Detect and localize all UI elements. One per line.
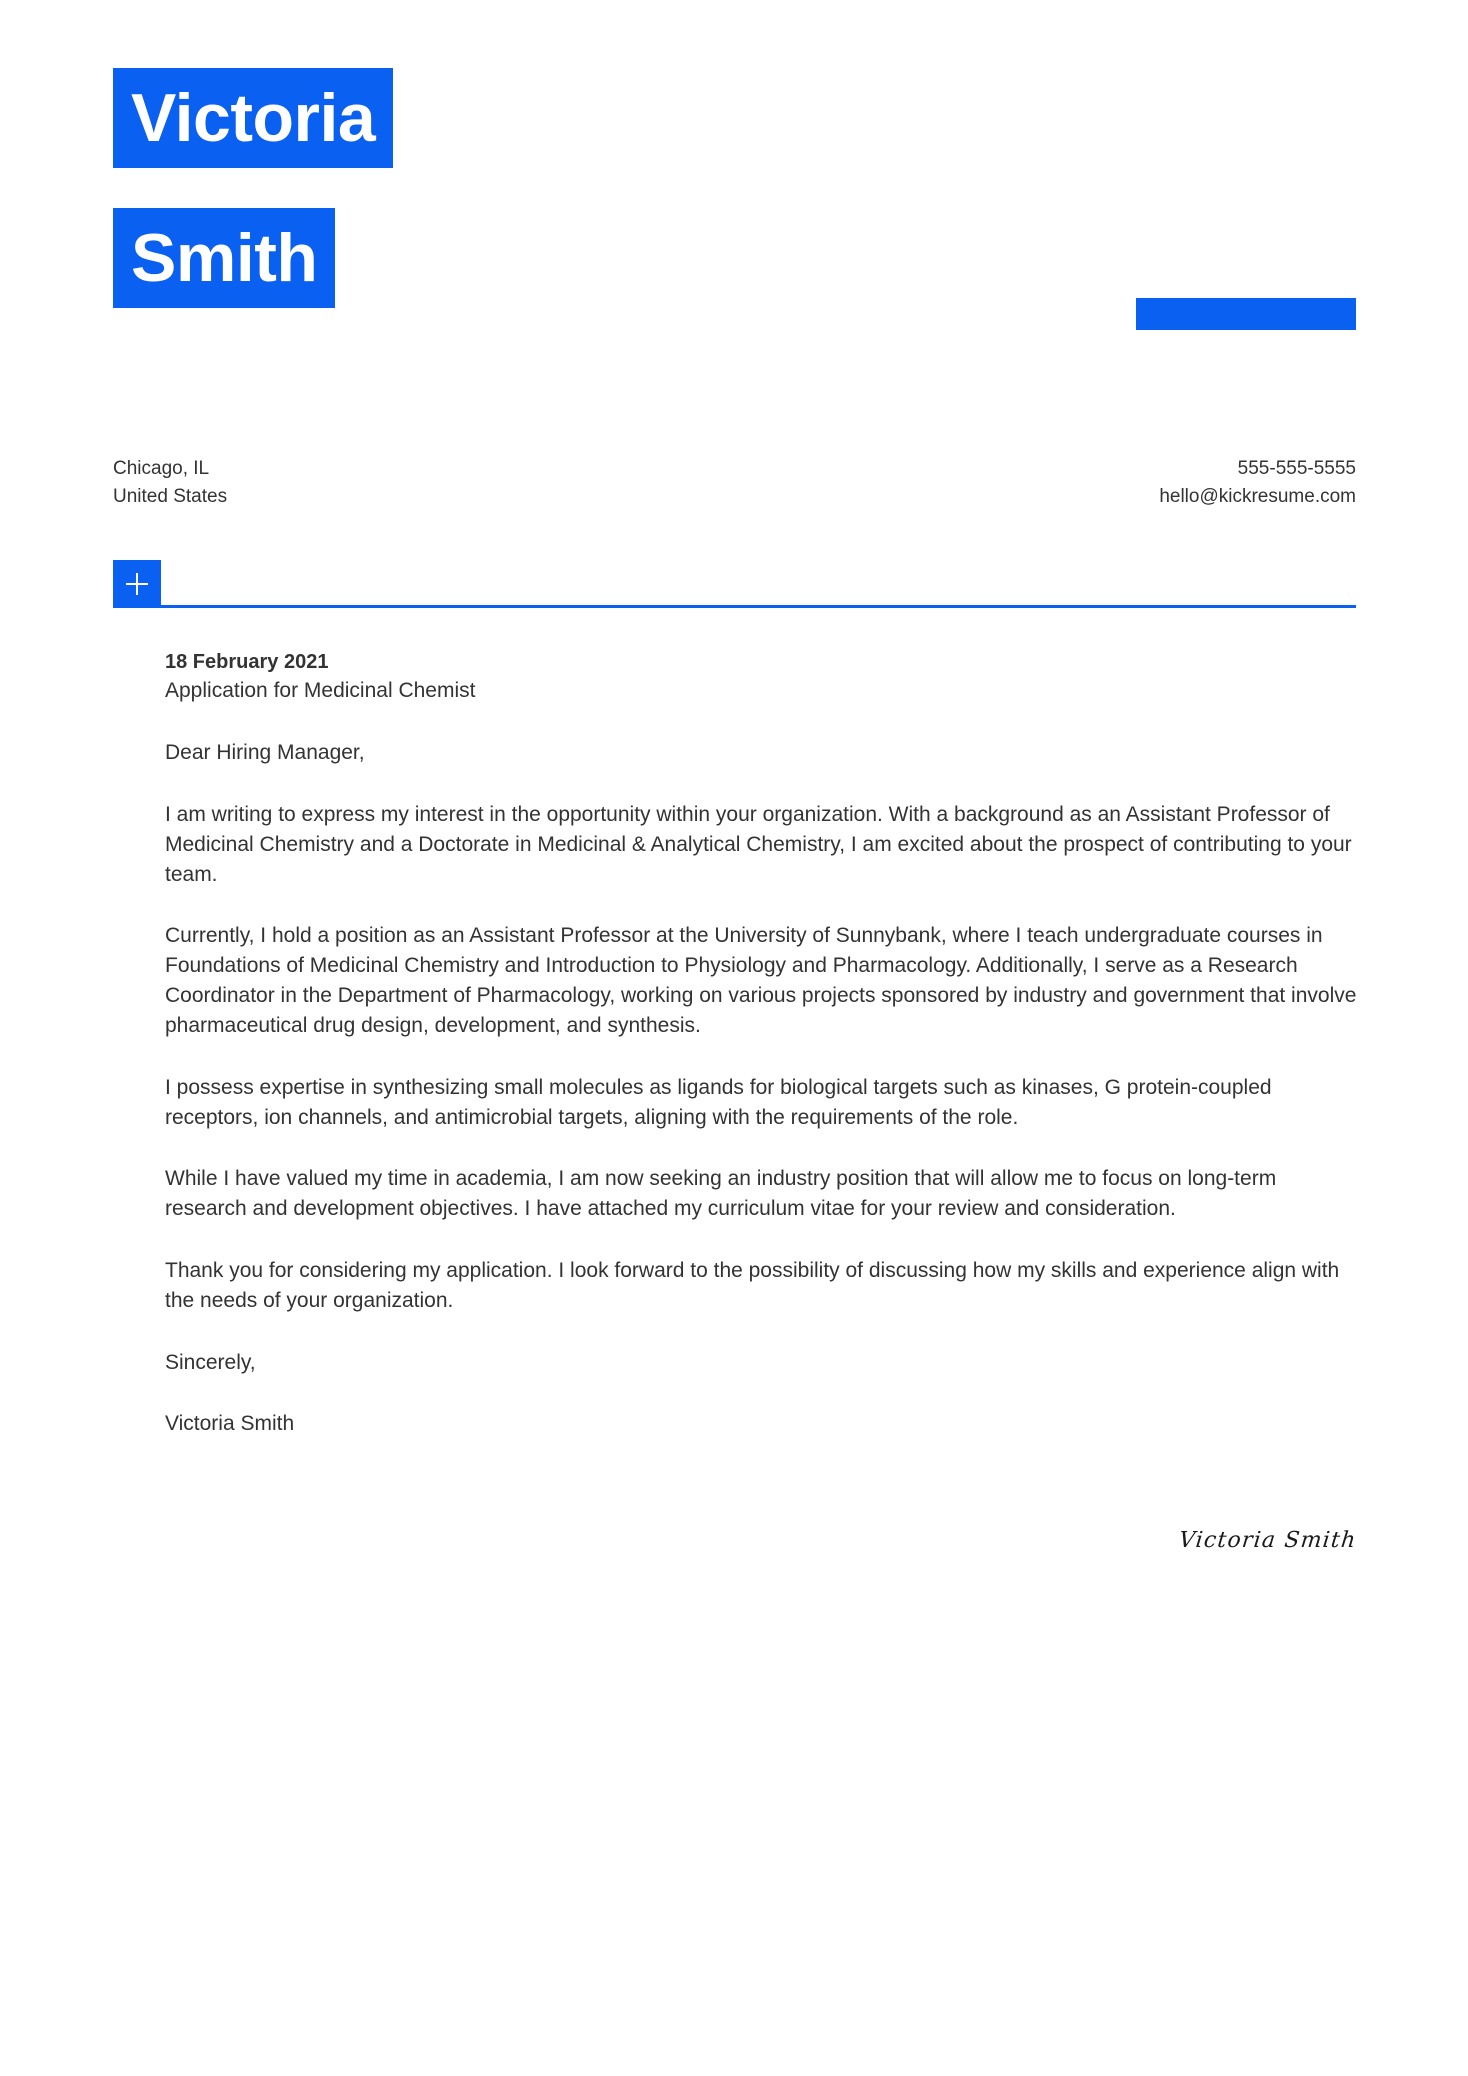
accent-bar-decoration xyxy=(1136,298,1356,330)
section-divider xyxy=(113,560,1356,608)
last-name-block: Smith xyxy=(113,208,335,308)
letter-body xyxy=(165,648,1361,1439)
contact-country: United States xyxy=(113,485,228,507)
contact-reach xyxy=(1159,455,1356,510)
letter-signer-name: Victoria Smith xyxy=(165,1412,295,1436)
letter-closing: Sincerely, xyxy=(165,1350,256,1374)
contact-phone[interactable]: 555-555-5555 xyxy=(1237,458,1356,479)
plus-icon xyxy=(113,560,161,608)
contact-info xyxy=(113,455,1356,510)
letter-date: 18 February 2021 xyxy=(165,651,329,673)
letter-header xyxy=(0,0,1468,420)
contact-email[interactable]: hello@kickresume.com xyxy=(1159,485,1356,507)
letter-paragraph: I possess expertise in synthesizing small molecules as ligands for biological targets such as kinases, G protein-coupled receptors, ion channels, and antimicrobial targets, aligning with the requirements of the role. xyxy=(165,1075,1272,1129)
letter-salutation: Dear Hiring Manager, xyxy=(165,741,365,765)
letter-paragraph: Currently, I hold a position as an Assistant Professor at the University of Sunnybank, where I teach undergraduate courses in Foundations of Medicinal Chemistry and Introduction to Physiology and Pharmacology. Additionally, I serve as a Research Coordinator in the Department of Pharmacology, working on various projects sponsored by industry and government that involve pharmaceutical drug design, development, and synthesis. xyxy=(165,924,1357,1037)
letter-paragraph: Thank you for considering my application. I look forward to the possibility of discussing how my skills and experience align with the needs of your organization. xyxy=(165,1258,1340,1312)
contact-city-state: Chicago, IL xyxy=(113,458,210,479)
letter-subject: Application for Medicinal Chemist xyxy=(165,679,476,703)
handwritten-signature: Victoria Smith xyxy=(1177,1528,1358,1553)
letter-paragraph: While I have valued my time in academia, I am now seeking an industry position that will allow me to focus on long-term research and development objectives. I have attached my curriculum vitae for your review and consideration. xyxy=(165,1167,1277,1221)
first-name-block: Victoria xyxy=(113,68,393,168)
letter-paragraph: I am writing to express my interest in the opportunity within your organization. With a background as an Assistant Professor of Medicinal Chemistry and a Doctorate in Medicinal & Analytical Chemistry, I am excited about the prospect of contributing to your team. xyxy=(165,803,1352,886)
contact-address xyxy=(113,455,227,510)
divider-rule xyxy=(161,605,1356,608)
